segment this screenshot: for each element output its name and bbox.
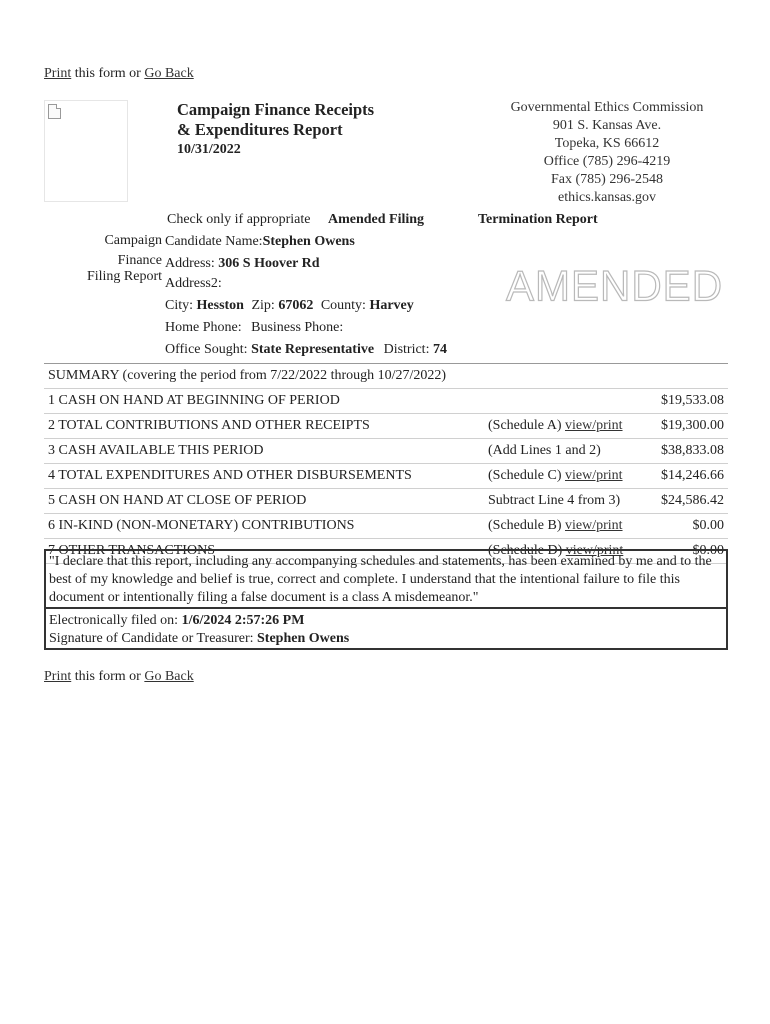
signer-name: Stephen Owens	[257, 631, 350, 646]
broken-image-icon	[48, 104, 61, 119]
row-desc: 4 TOTAL EXPENDITURES AND OTHER DISBURSEMENTS	[48, 468, 412, 483]
report-title	[177, 100, 374, 160]
title-line-1: Campaign Finance Receipts	[177, 100, 375, 119]
row-amount: $14,246.66	[661, 468, 724, 483]
view-print-link[interactable]: view/print	[564, 468, 623, 483]
summary-row	[44, 389, 728, 414]
check-text: Check only if appropriate	[167, 212, 311, 227]
office-row	[165, 342, 447, 358]
side-label-line: Filing Report	[86, 269, 162, 284]
amended-stamp: AMENDED	[506, 261, 724, 310]
city-value: Hesston	[196, 298, 244, 313]
row-desc: 2 TOTAL CONTRIBUTIONS AND OTHER RECEIPTS	[48, 418, 370, 433]
address2-row	[165, 276, 222, 292]
top-nav	[44, 66, 194, 82]
row-amount: $0.00	[692, 518, 724, 533]
county-value: Harvey	[369, 298, 414, 313]
side-label-line: Campaign	[104, 233, 162, 248]
filing-side-label	[72, 233, 162, 285]
zip-label: Zip:	[251, 298, 275, 313]
schedule-text: (Schedule B)	[488, 518, 565, 533]
schedule-text: (Add Lines 1 and 2)	[488, 443, 601, 458]
schedule-text: (Schedule D)	[488, 543, 566, 558]
filed-date: 1/6/2024 2:57:26 PM	[181, 613, 305, 628]
agency-line: Fax (785) 296-2548	[551, 172, 663, 187]
summary-row	[44, 464, 728, 489]
agency-line: Topeka, KS 66612	[554, 136, 660, 151]
summary-header	[44, 363, 728, 389]
title-line-2: & Expenditures Report	[177, 120, 343, 139]
summary-row	[44, 514, 728, 539]
nav-text: this form or	[74, 669, 141, 684]
phone-row	[165, 320, 343, 336]
row-schedule	[488, 518, 660, 534]
row-amount: $19,300.00	[661, 418, 724, 433]
nav-text: this form or	[74, 66, 141, 81]
address-row	[165, 256, 320, 272]
row-schedule	[488, 493, 660, 509]
address-value: 306 S Hoover Rd	[218, 256, 320, 271]
row-desc: 3 CASH AVAILABLE THIS PERIOD	[48, 443, 264, 458]
business-phone-label: Business Phone:	[251, 320, 344, 335]
row-schedule	[488, 468, 660, 484]
summary-table	[44, 363, 728, 564]
row-amount: $24,586.42	[661, 493, 724, 508]
row-schedule	[488, 418, 660, 434]
home-phone-label: Home Phone:	[165, 320, 242, 335]
go-back-link[interactable]: Go Back	[144, 669, 194, 684]
row-amount: $0.00	[692, 543, 724, 558]
filed-label: Electronically filed on:	[49, 613, 179, 628]
summary-row	[44, 439, 728, 464]
go-back-link[interactable]: Go Back	[144, 66, 194, 81]
row-amount: $19,533.08	[661, 393, 724, 408]
signature-row	[49, 630, 723, 648]
summary-row	[44, 489, 728, 514]
check-row	[167, 212, 424, 228]
row-desc: 5 CASH ON HAND AT CLOSE OF PERIOD	[48, 493, 307, 508]
view-print-link[interactable]: view/print	[565, 543, 624, 558]
schedule-text: Subtract Line 4 from 3)	[488, 493, 621, 508]
row-amount: $38,833.08	[661, 443, 724, 458]
county-label: County:	[320, 298, 366, 313]
row-desc: 1 CASH ON HAND AT BEGINNING OF PERIOD	[48, 393, 340, 408]
agency-address	[480, 99, 734, 207]
office-label: Office Sought:	[165, 342, 248, 357]
agency-line: Governmental Ethics Commission	[510, 100, 704, 115]
signature-box	[44, 609, 728, 650]
district-label: District:	[383, 342, 430, 357]
view-print-link[interactable]: view/print	[564, 518, 623, 533]
city-row	[165, 298, 414, 314]
city-label: City:	[165, 298, 194, 313]
agency-line: 901 S. Kansas Ave.	[552, 118, 662, 133]
agency-line: Office (785) 296-4219	[543, 154, 671, 169]
filed-row	[49, 612, 723, 630]
address-label: Address:	[165, 256, 215, 271]
print-link[interactable]: Print	[44, 66, 72, 81]
schedule-text: (Schedule A)	[488, 418, 565, 433]
termination-option: Termination Report	[478, 212, 598, 227]
declaration-box: "I declare that this report, including any accompanying schedules and statements, has been examined by me and to the best of my knowledge and belief is true, correct and complete. I understand that the intentional failure to file this document or intentionally filing a false document is a class A misdemeanor."	[44, 549, 728, 609]
candidate-name-row	[165, 234, 355, 250]
address2-label: Address2:	[165, 276, 222, 291]
side-label-line: Finance	[117, 253, 162, 268]
summary-header-text: SUMMARY (covering the period from 7/22/2022 through 10/27/2022)	[48, 368, 447, 383]
row-desc: 6 IN-KIND (NON-MONETARY) CONTRIBUTIONS	[48, 518, 355, 533]
logo-image-placeholder	[44, 100, 128, 202]
office-value: State Representative	[251, 342, 375, 357]
candidate-name: Stephen Owens	[262, 234, 355, 249]
district-value: 74	[432, 342, 447, 357]
row-schedule	[488, 443, 660, 459]
candidate-label: Candidate Name:	[165, 234, 263, 249]
schedule-text: (Schedule C)	[488, 468, 565, 483]
bottom-nav	[44, 669, 194, 685]
signature-label: Signature of Candidate or Treasurer:	[49, 631, 254, 646]
agency-line: ethics.kansas.gov	[558, 190, 656, 205]
amended-filing-option: Amended Filing	[327, 212, 425, 227]
print-link[interactable]: Print	[44, 669, 72, 684]
report-date: 10/31/2022	[177, 142, 241, 157]
summary-row	[44, 414, 728, 439]
view-print-link[interactable]: view/print	[564, 418, 623, 433]
row-desc: 7 OTHER TRANSACTIONS	[48, 543, 215, 558]
zip-value: 67062	[278, 298, 314, 313]
